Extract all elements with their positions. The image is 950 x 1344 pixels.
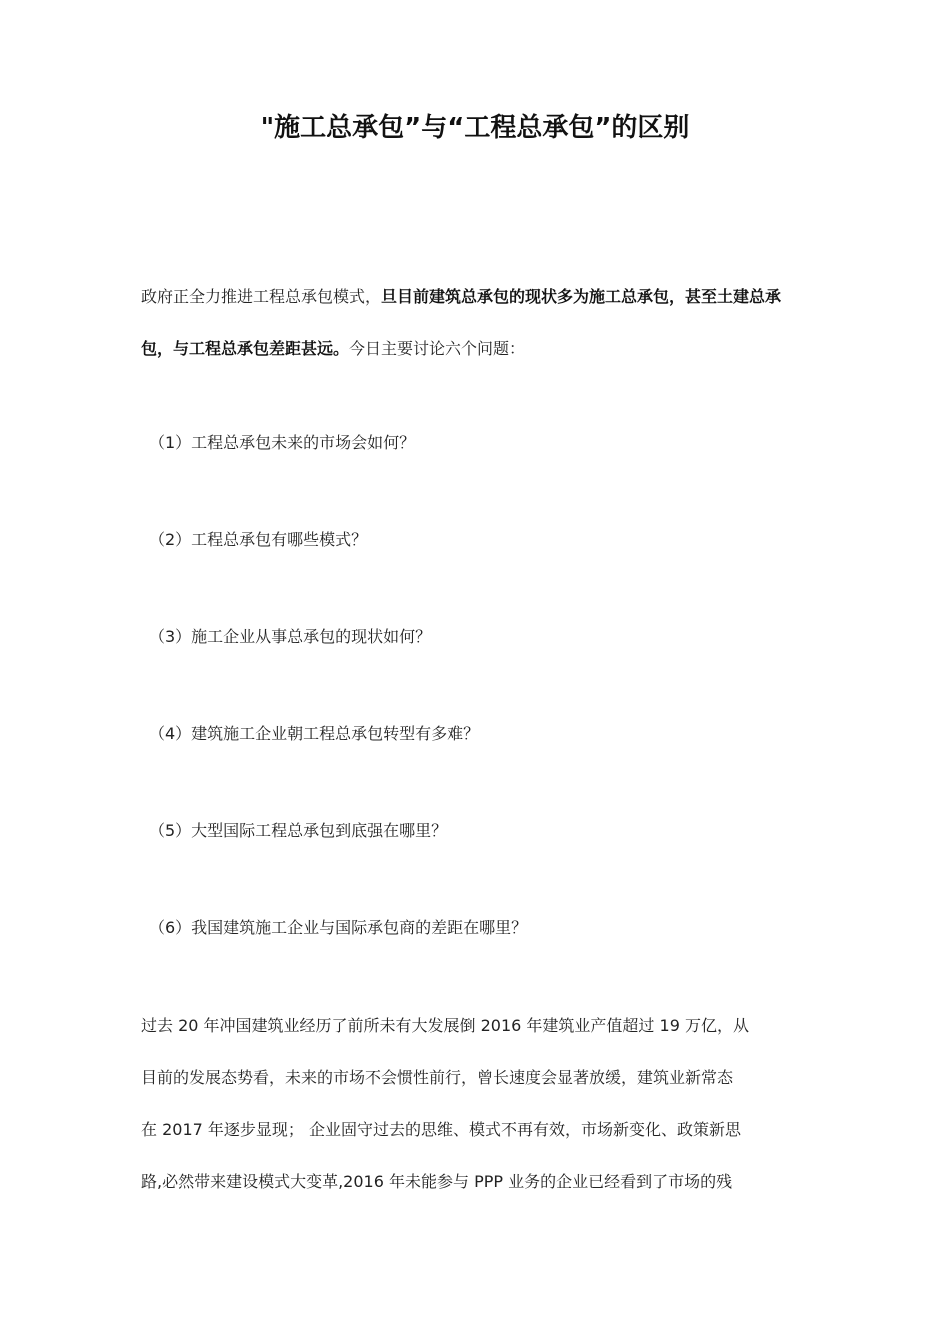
question-item: （3）施工企业从事总承包的现状如何？ [149, 627, 432, 646]
body-line: 目前的发展态势看，未来的市场不会惯性前行，曾长速度会显著放缓，建筑业新常态 [141, 1068, 734, 1087]
question-item: （4）建筑施工企业朝工程总承包转型有多难？ [149, 724, 480, 743]
intro-text: 政府正全力推进工程总承包模式， [141, 287, 382, 306]
intro-bold-text: 旦目前建筑总承包的现状多为施工总承包，甚至土建总承包，与工程总承包差距甚远。 [141, 287, 782, 358]
intro-text-end: 今日主要讨论六个问题： [349, 339, 526, 358]
question-item: （2）工程总承包有哪些模式？ [149, 530, 368, 549]
question-item: （6）我国建筑施工企业与国际承包商的差距在哪里？ [149, 918, 528, 937]
body-line: 过去 20 年冲国建筑业经历了前所未有大发展倒 2016 年建筑业产值超过 19 万亿，从 [141, 1016, 749, 1035]
body-line: 路,必然带来建设模式大变革,2016 年未能参与 PPP 业务的企业已经看到了市场的残 [141, 1172, 733, 1191]
question-item: （1）工程总承包未来的市场会如何？ [149, 433, 416, 452]
document-title: "施工总承包”与“工程总承包”的区别 [260, 113, 690, 143]
question-item: （5）大型国际工程总承包到底强在哪里？ [149, 821, 448, 840]
body-line: 在 2017 年逐步显现； 企业固守过去的思维、模式不再有效，市场新变化、政策新思 [141, 1120, 741, 1139]
body-paragraph [141, 1000, 813, 1208]
intro-paragraph [141, 271, 813, 375]
